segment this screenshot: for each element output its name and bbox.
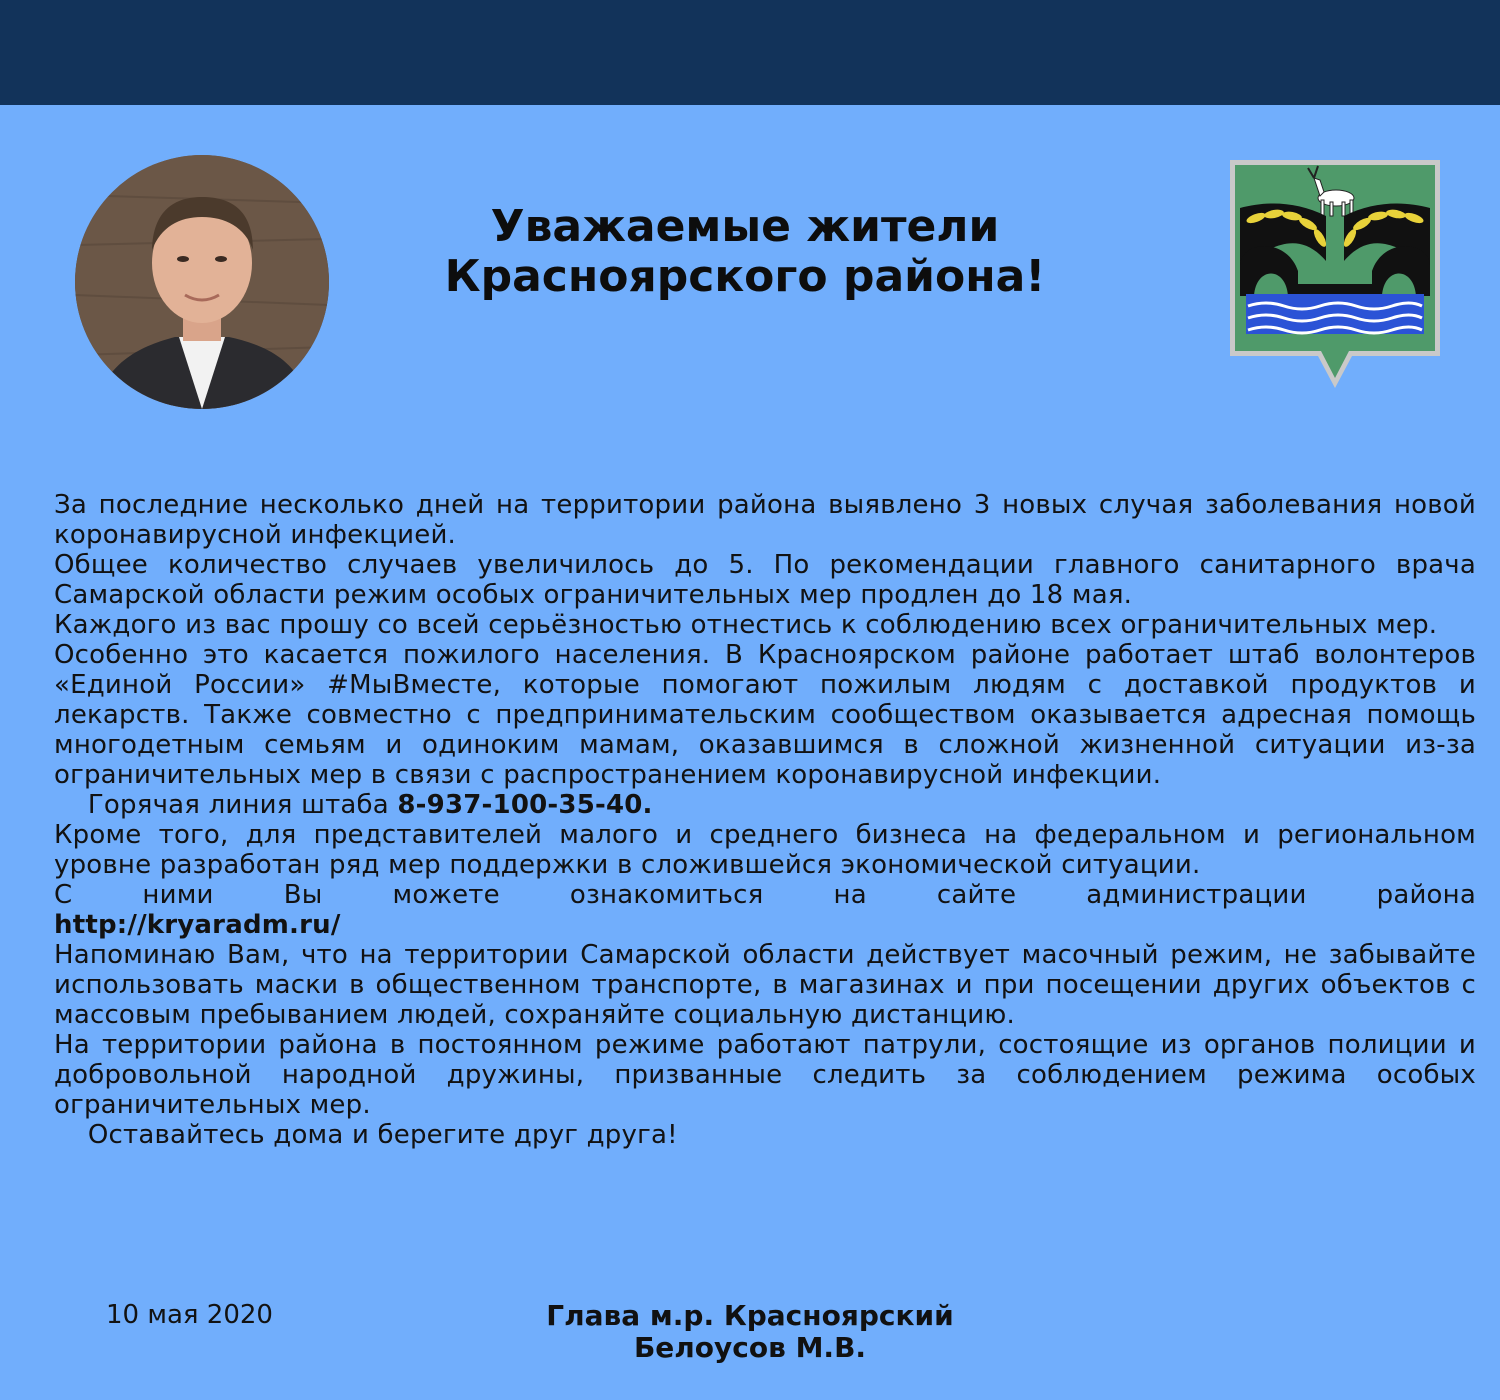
paragraph: Напоминаю Вам, что на территории Самарской области действует масочный режим, не забывайте использовать маски в общественном транспорте, в магазинах и при посещении других объектов с массовым пребыванием людей, сохраняйте социальную дистанцию. [54, 940, 1476, 1030]
paragraph: Кроме того, для представителей малого и среднего бизнеса на федеральном и региональном уровне разработан ряд мер поддержки в сложившейся экономической ситуации. [54, 820, 1476, 880]
site-link[interactable]: http://kryaradm.ru/ [54, 910, 341, 940]
hotline-label: Горячая линия штаба [54, 790, 398, 820]
coat-of-arms-emblem [1226, 156, 1444, 392]
portrait-photo [75, 155, 329, 409]
signature-name: Белоусов М.В. [633, 1331, 867, 1364]
hotline-paragraph [54, 790, 1476, 820]
signature-title: Глава м.р. Красноярский [546, 1299, 954, 1332]
paragraph: За последние несколько дней на территории района выявлено 3 новых случая заболевания новой коронавирусной инфекцией. [54, 490, 1476, 550]
paragraph: С ними Вы можете ознакомиться на сайте администрации района [54, 880, 1476, 910]
closing-line: Оставайтесь дома и берегите друг друга! [54, 1120, 678, 1150]
paragraph: На территории района в постоянном режиме работают патрули, состоящие из органов полиции и добровольной народной дружины, призванные следить за соблюдением режима особых ограничительных мер. [54, 1030, 1476, 1120]
paragraph: Каждого из вас прошу со всей серьёзностью отнестись к соблюдению всех ограничительных мер. [54, 610, 1438, 640]
title-line-2: Красноярского района! [444, 251, 1046, 302]
title-line-1: Уважаемые жители [490, 201, 1000, 252]
paragraph: Общее количество случаев увеличилось до 5. По рекомендации главного санитарного врача Самарской области режим особых ограничительных мер продлен до 18 мая. [54, 550, 1476, 610]
hotline-phone[interactable]: 8-937-100-35-40. [397, 790, 653, 820]
date-label: 10 мая 2020 [106, 1300, 273, 1330]
signature [460, 1300, 1040, 1364]
paragraph: Особенно это касается пожилого населения. В Красноярском районе работает штаб волонтеров «Единой России» #МыВместе, которые помогают пожилым людям с доставкой продуктов и лекарств. Также совместно с предпринимательским сообществом оказывается адресная помощь многодетным семьям и одиноким мамам, оказавшимся в сложной жизненной ситуации из-за ограничительных мер в связи с распространением коронавирусной инфекции. [54, 640, 1476, 790]
message-body [54, 490, 1476, 1150]
top-header-bar [0, 0, 1500, 105]
page-title [330, 202, 1160, 302]
